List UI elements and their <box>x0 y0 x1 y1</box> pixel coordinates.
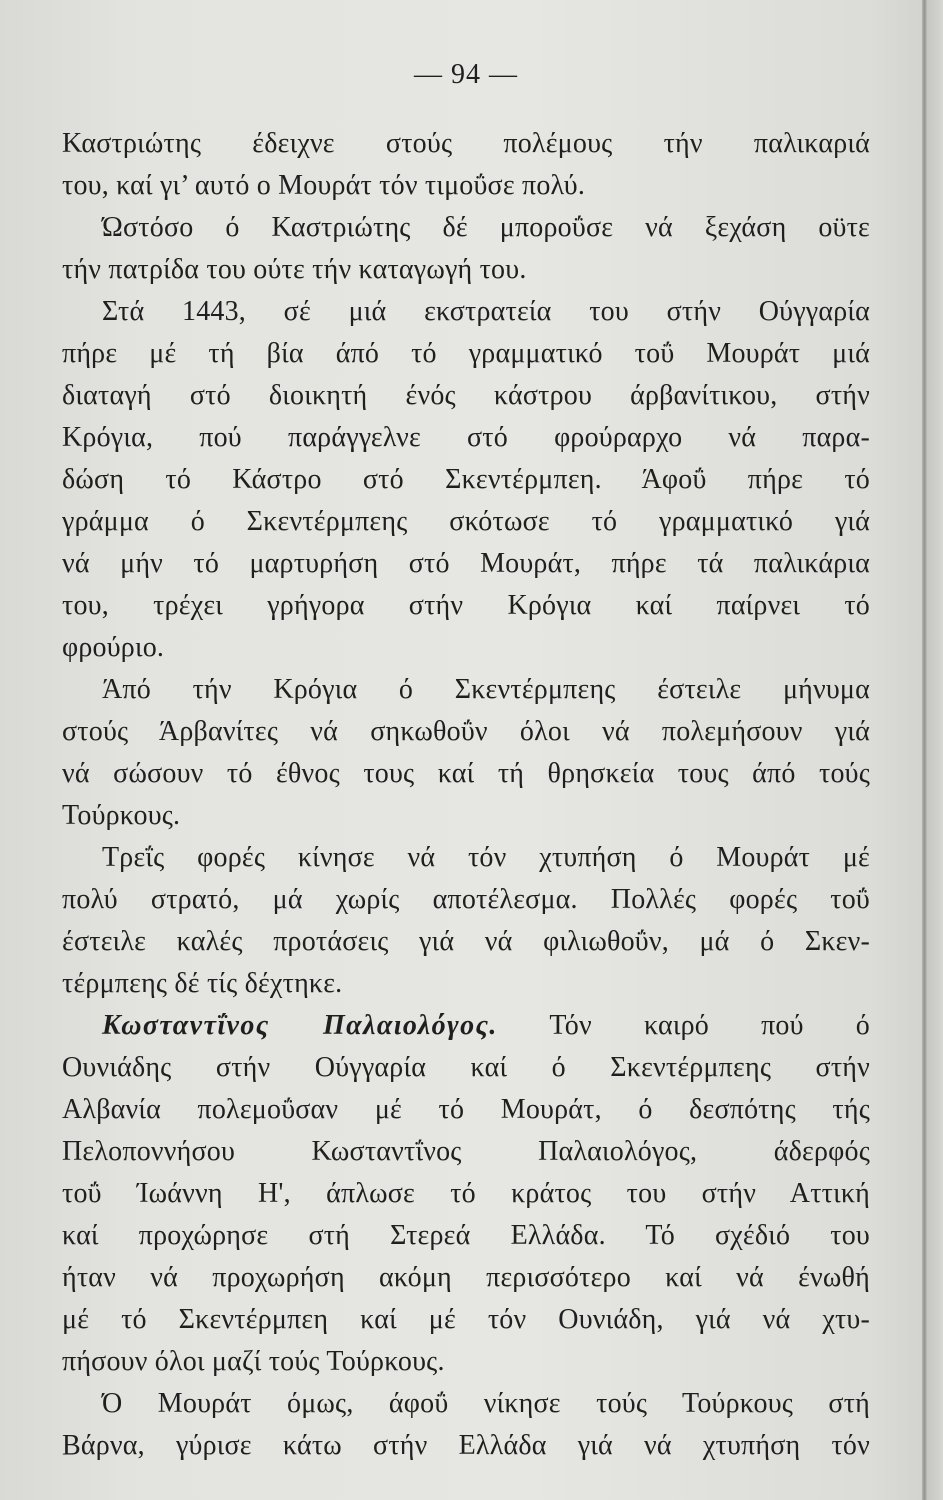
text-line: πήσουν όλοι μαζί τούς Τούρκους. <box>62 1346 445 1377</box>
text-line: πήρε μέ τή βία άπό τό γραμματικό τοΰ Μουράτ μιά <box>62 338 870 369</box>
text-line: δώση τό Κάστρο στό Σκεντέρμπεη. Άφοΰ πήρε τό <box>62 464 870 495</box>
text-line: μέ τό Σκεντέρμπεη καί μέ τόν Ουνιάδη, γιά νά χτυ- <box>62 1304 870 1335</box>
text-line: Τούρκους. <box>62 800 181 831</box>
text-line: τοΰ Ίωάννη Η', άπλωσε τό κράτος του στήν Αττική <box>62 1178 870 1209</box>
text-line: νά μήν τό μαρτυρήση στό Μουράτ, πήρε τά παλικάρια <box>62 548 870 579</box>
text-line: Άπό τήν Κρόγια ό Σκεντέρμπεης έστειλε μήνυμα <box>102 674 870 705</box>
text-line-tail: Τόν καιρό πού ό <box>549 1010 871 1041</box>
text-line: του, τρέχει γρήγορα στήν Κρόγια καί παίρνει τό <box>62 590 870 621</box>
page-text <box>62 123 870 1467</box>
text-line: Τρεΐς φορές κίνησε νά τόν χτυπήση ό Μουράτ μέ <box>102 842 870 873</box>
text-line: Ό Μουράτ όμως, άφοΰ νίκησε τούς Τούρκους στή <box>102 1388 870 1419</box>
text-line: έστειλε καλές προτάσεις γιά νά φιλιωθοΰν, μά ό Σκεν- <box>62 926 870 957</box>
text-line: Αλβανία πολεμοΰσαν μέ τό Μουράτ, ό δεσπότης τής <box>62 1094 870 1125</box>
text-line: καί προχώρησε στή Στερεά Ελλάδα. Τό σχέδιό του <box>62 1220 870 1251</box>
text-line: Κρόγια, πού παράγγελνε στό φρούραρχο νά παρα- <box>62 422 870 453</box>
text-line: τήν πατρίδα του ούτε τήν καταγωγή του. <box>62 254 527 285</box>
text-line: του, καί γι’ αυτό ο Μουράτ τόν τιμοΰσε πολύ. <box>62 170 586 201</box>
text-line: Πελοποννήσου Κωσταντΐνος Παλαιολόγος, άδερφός <box>62 1136 870 1167</box>
section-heading-line <box>62 1005 870 1047</box>
text-line: Ώστόσο ό Καστριώτης δέ μποροΰσε νά ξεχάση οϋτε <box>102 212 870 243</box>
text-line: φρούριο. <box>62 632 165 663</box>
text-line: γράμμα ό Σκεντέρμπεης σκότωσε τό γραμματικό γιά <box>62 506 870 537</box>
text-line: πολύ στρατό, μά χωρίς αποτέλεσμα. Πολλές φορές τοΰ <box>62 884 870 915</box>
page-number: — 94 — <box>414 59 518 90</box>
text-line: Στά 1443, σέ μιά εκστρατεία του στήν Ούγγαρία <box>102 296 870 327</box>
text-line: Καστριώτης έδειχνε στούς πολέμους τήν παλικαριά <box>62 128 870 159</box>
text-line: διαταγή στό διοικητή ένός κάστρου άρβανίτικου, στήν <box>62 380 870 411</box>
text-line: στούς Άρβανίτες νά σηκωθοΰν όλοι νά πολεμήσουν γιά <box>62 716 870 747</box>
text-line: Βάρνα, γύρισε κάτω στήν Ελλάδα γιά νά χτυπήση τόν <box>62 1430 870 1461</box>
text-line: ήταν νά προχωρήση ακόμη περισσότερο καί νά ένωθή <box>62 1262 870 1293</box>
text-line: τέρμπεης δέ τίς δέχτηκε. <box>62 968 343 999</box>
text-line: Ουνιάδης στήν Ούγγαρία καί ό Σκεντέρμπεης στήν <box>62 1052 870 1083</box>
text-line: νά σώσουν τό έθνος τους καί τή θρησκεία τους άπό τούς <box>62 758 870 789</box>
section-heading: Κωσταντΐνος Παλαιολόγος. <box>102 1010 498 1041</box>
